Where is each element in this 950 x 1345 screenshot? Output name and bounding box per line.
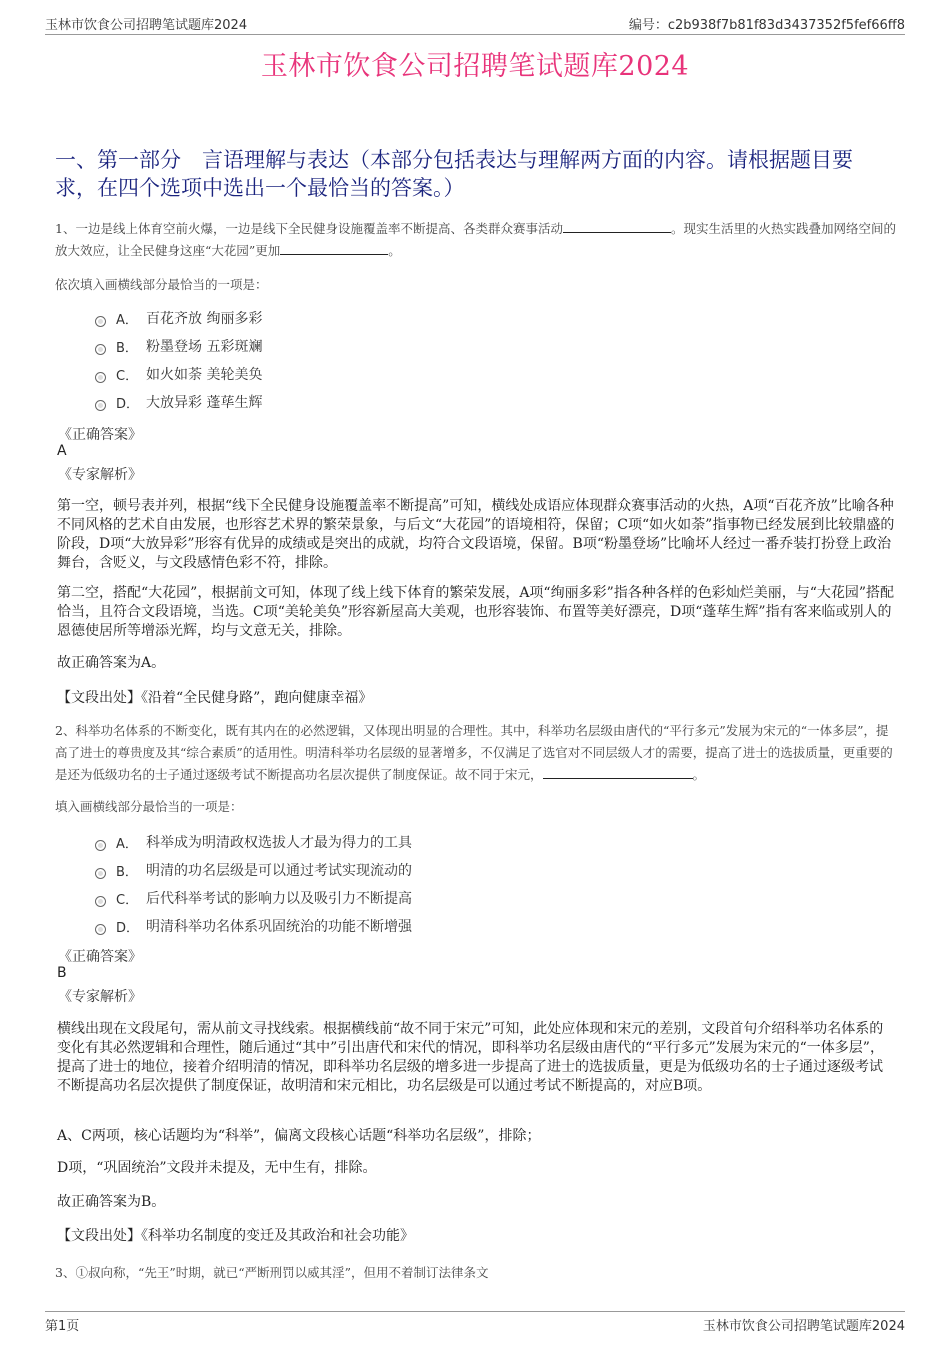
question-2-stem: 2、科举功名体系的不断变化，既有其内在的必然逻辑，又体现出明显的合理性。其中，科举功名层级由唐代的“平行多元”发展为宋元的“一体多层”，提高了进士的尊贵度及其“综合素质”的适用性。明清科举功名层级的显著增多，不仅满足了选官对不同层级人才的需要，提高了进士的选拔质量，更重要的是还为低级功名的士子通过逐级考试不断提高功名层次提供了制度保证。故不同于宋元， 。 [55,723,893,782]
correct-answer-label: 《正确答案》 [58,427,142,443]
footer-title: 玉林市饮食公司招聘笔试题库2024 [702,1319,905,1334]
header-title: 玉林市饮食公司招聘笔试题库2024 [45,18,248,33]
radio-icon[interactable] [95,316,106,327]
passage-source: 【文段出处】《科举功名制度的变迁及其政治和社会功能》 [57,1228,414,1244]
radio-icon[interactable] [95,372,106,383]
question-1-prompt: 依次填入画横线部分最恰当的一项是： [55,277,268,292]
page-number: 第1页 [45,1319,80,1334]
analysis-conclusion: 故正确答案为A。 [57,655,166,671]
analysis-conclusion: 故正确答案为B。 [57,1194,166,1210]
radio-icon[interactable] [95,868,106,879]
analysis-paragraph: 第二空，搭配“大花园”，根据前文可知，体现了线上线下体育的繁荣发展，A项“绚丽多彩”指各种各样的色彩灿烂美丽，与“大花园”搭配恰当，且符合文段语境，当选。C项“美轮美奂”形容新屋高大美观，也形容装饰、布置等美好漂亮，D项“蓬荜生辉”指有客来临或别人的恩德使居所等增添光辉，均与文意无关，排除。 [57,585,895,639]
analysis-paragraph: D项，“巩固统治”文段并未提及，无中生有，排除。 [57,1160,377,1176]
radio-icon[interactable] [95,924,106,935]
page-footer [45,1311,905,1334]
correct-answer: B [57,965,67,981]
question-1-options [95,304,262,416]
expert-analysis-label: 《专家解析》 [58,467,142,483]
radio-icon[interactable] [95,840,106,851]
answer-blank [280,242,388,255]
question-1-stem: 1、一边是线上体育空前火爆，一边是线下全民健身设施覆盖率不断提高、各类群众赛事活动 。现实生活里的火热实践叠加网络空间的放大效应，让全民健身这座“大花园”更加 。 [55,221,896,258]
document-title: 玉林市饮食公司招聘笔试题库2024 [260,51,690,82]
correct-answer-label: 《正确答案》 [58,949,142,965]
expert-analysis-label: 《专家解析》 [58,989,142,1005]
analysis-paragraph: 第一空，顿号表并列，根据“线下全民健身设施覆盖率不断提高”可知，横线处成语应体现群众赛事活动的火热，A项“百花齐放”比喻各种不同风格的艺术自由发展，也形容艺术界的繁荣景象，与后文“大花园”的语境相符，保留；C项“如火如荼”指事物已经发展到比较鼎盛的阶段，D项“大放异彩”形容有优异的成绩或是突出的成就，均符合文段语境，保留。B项“粉墨登场”比喻坏人经过一番乔装打扮登上政治舞台，含贬义，与文段感情色彩不符，排除。 [57,498,895,571]
passage-source: 【文段出处】《沿着“全民健身路”，跑向健康幸福》 [57,690,373,706]
option-a[interactable]: A． 科举成为明清政权选拔人才最为得力的工具 [95,828,412,856]
radio-icon[interactable] [95,344,106,355]
answer-blank [543,766,693,779]
header-serial: 编号：c2b938f7b81f83d3437352f5fef66ff8 [628,18,905,33]
option-d[interactable]: D． 大放异彩 蓬荜生辉 [95,388,262,416]
correct-answer: A [57,443,67,459]
page-header [45,14,905,35]
option-c[interactable]: C． 如火如荼 美轮美奂 [95,360,262,388]
option-c[interactable]: C． 后代科举考试的影响力以及吸引力不断提高 [95,884,412,912]
analysis-paragraph: A、C两项，核心话题均为“科举”，偏离文段核心话题“科举功名层级”，排除； [57,1128,541,1144]
option-a[interactable]: A． 百花齐放 绚丽多彩 [95,304,262,332]
option-d[interactable]: D． 明清科举功名体系巩固统治的功能不断增强 [95,912,412,940]
radio-icon[interactable] [95,400,106,411]
question-2-options [95,828,412,940]
section-heading: 一、第一部分 言语理解与表达（本部分包括表达与理解两方面的内容。请根据题目要求，在四个选项中选出一个最恰当的答案。） [55,148,853,200]
option-b[interactable]: B． 明清的功名层级是可以通过考试实现流动的 [95,856,412,884]
analysis-paragraph: 横线出现在文段尾句，需从前文寻找线索。根据横线前“故不同于宋元”可知，此处应体现和宋元的差别，文段首句介绍科举功名体系的变化有其必然逻辑和合理性，随后通过“其中”引出唐代和宋代的情况，即科举功名层级由唐代的“平行多元”发展为宋元的“一体多层”，提高了进士的地位，接着介绍明清的情况，即科举功名层级的增多进一步提高了进士的选拔质量，更是为低级功名的士子通过逐级考试不断提高功名层次提供了制度保证，故明清和宋元相比，功名层级是可以通过考试不断提高的，对应B项。 [57,1021,884,1094]
radio-icon[interactable] [95,896,106,907]
answer-blank [563,220,671,233]
question-3-stem: 3、①叔向称，“先王”时期，就已“严断刑罚以威其淫”，但用不着制订法律条文 [55,1265,489,1280]
option-b[interactable]: B． 粉墨登场 五彩斑斓 [95,332,262,360]
question-2-prompt: 填入画横线部分最恰当的一项是： [55,799,243,814]
